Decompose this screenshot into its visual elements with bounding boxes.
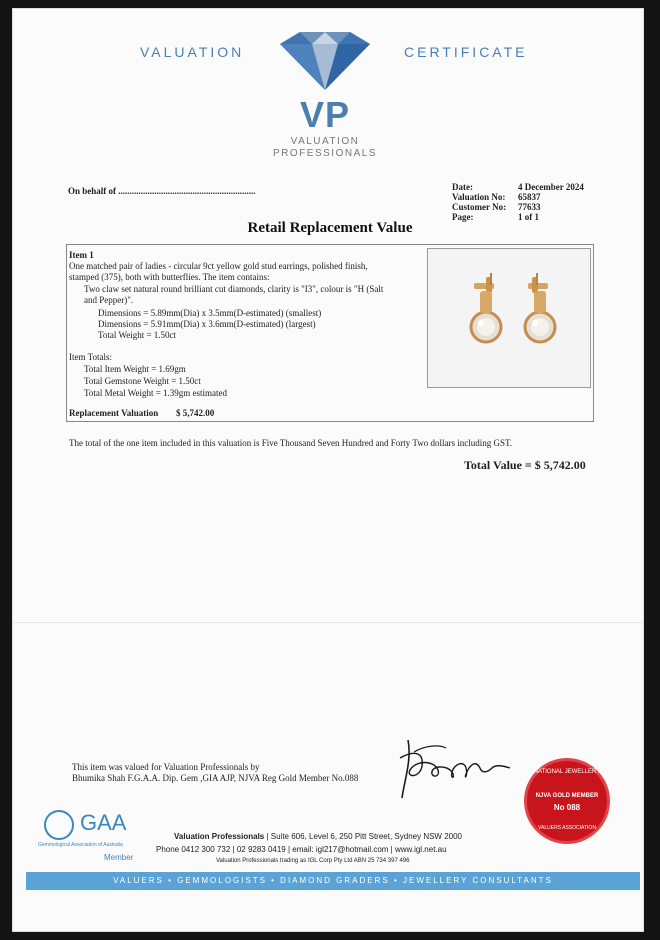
on-behalf-line: On behalf of ............................................................. xyxy=(68,186,256,196)
item-heading: Item 1 xyxy=(69,250,94,260)
right-earring xyxy=(525,273,555,342)
seal-number-text: No 088 xyxy=(553,803,581,812)
item-photo xyxy=(427,248,591,388)
header-valuation-word: VALUATION xyxy=(140,44,245,60)
item-totals-heading: Item Totals: xyxy=(69,352,112,362)
meta-value-valuation-no: 65837 xyxy=(518,192,541,202)
total-metal-weight: Total Metal Weight = 1.39gm estimated xyxy=(84,388,228,398)
seal-bottom-text: VALUERS ASSOCIATION xyxy=(538,825,596,831)
item-total-weight: Total Weight = 1.50ct xyxy=(98,330,177,340)
company-name: Valuation Professionals xyxy=(174,832,265,841)
meta-value-customer-no: 77633 xyxy=(518,202,541,212)
seal-top-text: NATIONAL JEWELLERY xyxy=(533,769,601,775)
item-desc-line2: stamped (375), both with butterflies. The item contains: xyxy=(69,272,270,282)
summary-text: The total of the one item included in this valuation is Five Thousand Seven Hundred and Forty Two dollars including GST. xyxy=(69,438,513,448)
meta-label-page: Page: xyxy=(452,212,474,222)
item-dimensions-smallest: Dimensions = 5.89mm(Dia) x 3.5mm(D-estimated) (smallest) xyxy=(98,308,322,318)
earrings-image xyxy=(428,249,592,389)
company-abn: Valuation Professionals trading as IGL Corp Pty Ltd ABN 25 734 397 496 xyxy=(216,858,410,864)
company-address xyxy=(174,832,462,841)
meta-value-page: 1 of 1 xyxy=(518,212,539,222)
valuer-line2: Bhumika Shah F.G.A.A. Dip. Gem ,GIA AJP, NJVA Reg Gold Member No.088 xyxy=(72,773,359,783)
left-earring xyxy=(471,273,501,342)
meta-label-valuation-no: Valuation No: xyxy=(452,192,506,202)
replacement-valuation-label: Replacement Valuation xyxy=(69,408,159,418)
vp-logo xyxy=(270,30,380,160)
gaa-logo-icon xyxy=(44,810,74,840)
company-contact: Phone 0412 300 732 | 02 9283 0419 | email: igl217@hotmail.com | www.igl.net.au xyxy=(156,845,447,854)
item-diamond-line1: Two claw set natural round brilliant cut diamonds, clarity is "I3", colour is "H (Salt xyxy=(84,284,384,294)
gaa-name: GAA xyxy=(80,810,127,835)
total-value: Total Value = $ 5,742.00 xyxy=(464,458,586,472)
njva-seal xyxy=(524,758,610,844)
item-desc-line1: One matched pair of ladies - circular 9ct yellow gold stud earrings, polished finish, xyxy=(69,261,368,271)
header-certificate-word: CERTIFICATE xyxy=(404,44,528,60)
company-address-text: | Suite 606, Level 6, 250 Pitt Street, Sydney NSW 2000 xyxy=(264,832,462,841)
diamond-icon xyxy=(270,30,380,92)
meta-value-date: 4 December 2024 xyxy=(518,182,584,192)
gaa-member: Member xyxy=(104,853,134,862)
item-diamond-line2: and Pepper)". xyxy=(84,295,134,305)
page-title: Retail Replacement Value xyxy=(247,220,413,236)
valuer-line1: This item was valued for Valuation Professionals by xyxy=(72,762,260,772)
meta-label-date: Date: xyxy=(452,182,473,192)
seal-member-text: NJVA GOLD MEMBER xyxy=(535,793,599,799)
logo-sub-professionals: PROFESSIONALS xyxy=(273,148,377,159)
total-item-weight: Total Item Weight = 1.69gm xyxy=(84,364,186,374)
footer-band: VALUERS • GEMMOLOGISTS • DIAMOND GRADERS • JEWELLERY CONSULTANTS xyxy=(26,872,640,890)
logo-letters: VP xyxy=(299,94,351,135)
signature-icon xyxy=(394,730,524,800)
item-dimensions-largest: Dimensions = 5.91mm(Dia) x 3.6mm(D-estimated) (largest) xyxy=(98,319,316,329)
logo-sub-valuation: VALUATION xyxy=(290,136,360,147)
total-gemstone-weight: Total Gemstone Weight = 1.50ct xyxy=(84,376,201,386)
gaa-subtitle: Gemmological Association of Australia xyxy=(38,842,123,848)
fold-line xyxy=(12,622,644,623)
meta-label-customer-no: Customer No: xyxy=(452,202,507,212)
replacement-valuation-value: $ 5,742.00 xyxy=(176,408,215,418)
